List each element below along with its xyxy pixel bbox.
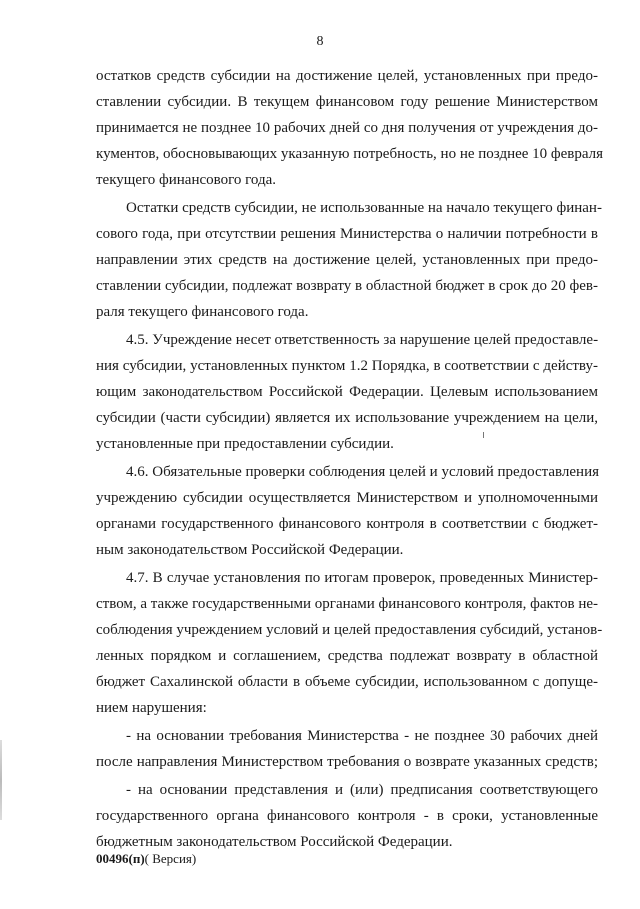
paragraph-4-6 xyxy=(96,459,598,563)
paragraph-4-7 xyxy=(96,565,603,721)
text-line: учреждению субсидии осуществляется Министерством и уполномоченными xyxy=(96,490,598,506)
paragraph-2 xyxy=(96,195,602,325)
text-line: - на основании требования Министерства - не позднее 30 рабочих дней xyxy=(126,728,598,744)
text-line: установленные при предоставлении субсидии. xyxy=(96,436,394,452)
text-line: ния субсидии, установленных пунктом 1.2 Порядка, в соответствии с действу- xyxy=(96,358,598,374)
text-line: остатков средств субсидии на достижение целей, установленных при предо- xyxy=(96,68,598,84)
list-item-requirement xyxy=(96,723,598,775)
text-line: ным законодательством Российской Федерации. xyxy=(96,542,404,558)
text-line: бюджет Сахалинской области в объеме субсидии, использованном с допуще- xyxy=(96,674,598,690)
text-line: - на основании представления и (или) предписания соответствующего xyxy=(126,782,598,798)
text-line: ющим законодательством Российской Федерации. Целевым использованием xyxy=(96,384,598,400)
text-line: бюджетным законодательством Российской Федерации. xyxy=(96,834,453,850)
text-line: принимается не позднее 10 рабочих дней со дня получения от учреждения до- xyxy=(96,120,598,136)
list-item-representation xyxy=(96,777,598,855)
scan-speck xyxy=(483,432,484,438)
text-line: ставлении субсидии, подлежат возврату в областной бюджет в срок до 20 фев- xyxy=(96,278,598,294)
text-line: органами государственного финансового контроля в соответствии с бюджет- xyxy=(96,516,598,532)
text-line: 4.7. В случае установления по итогам проверок, проведенных Министер- xyxy=(126,570,598,586)
text-line: кументов, обосновывающих указанную потребность, но не позднее 10 февраля xyxy=(96,146,604,162)
scan-margin-mark xyxy=(0,740,2,820)
text-line: Остатки средств субсидии, не использованные на начало текущего финан- xyxy=(126,200,602,216)
text-line: текущего финансового года. xyxy=(96,172,277,188)
text-line: ставлении субсидии. В текущем финансовом году решение Министерством xyxy=(96,94,598,110)
text-line: 4.5. Учреждение несет ответственность за нарушение целей предоставле- xyxy=(126,332,599,348)
text-line: сового года, при отсутствии решения Министерства о наличии потребности в xyxy=(96,226,598,242)
text-line: 4.6. Обязательные проверки соблюдения целей и условий предоставления xyxy=(126,464,600,480)
text-line: нием нарушения: xyxy=(96,700,207,716)
text-line: соблюдения учреждением условий и целей предоставления субсидий, установ- xyxy=(96,622,603,638)
paragraph-1 xyxy=(96,63,604,193)
page-number: 8 xyxy=(316,34,324,49)
text-line: ленных порядком и соглашением, средства подлежат возврату в областной xyxy=(96,648,598,664)
text-line: ством, а также государственными органами финансового контроля, фактов не- xyxy=(96,596,598,612)
document-footer xyxy=(96,851,196,867)
text-line: направлении этих средств на достижение целей, установленных при предо- xyxy=(96,252,598,268)
text-line: государственного органа финансового контроля - в сроки, установленные xyxy=(96,808,598,824)
text-line: после направления Министерством требования о возврате указанных средств; xyxy=(96,754,598,770)
text-line: субсидии (части субсидии) является их использование учреждением на цели, xyxy=(96,410,598,426)
paragraph-4-5 xyxy=(96,327,598,457)
document-code: 00496(п) xyxy=(96,851,145,866)
document-version: ( Версия) xyxy=(144,851,197,866)
text-line: раля текущего финансового года. xyxy=(96,304,309,320)
document-body xyxy=(96,63,604,855)
